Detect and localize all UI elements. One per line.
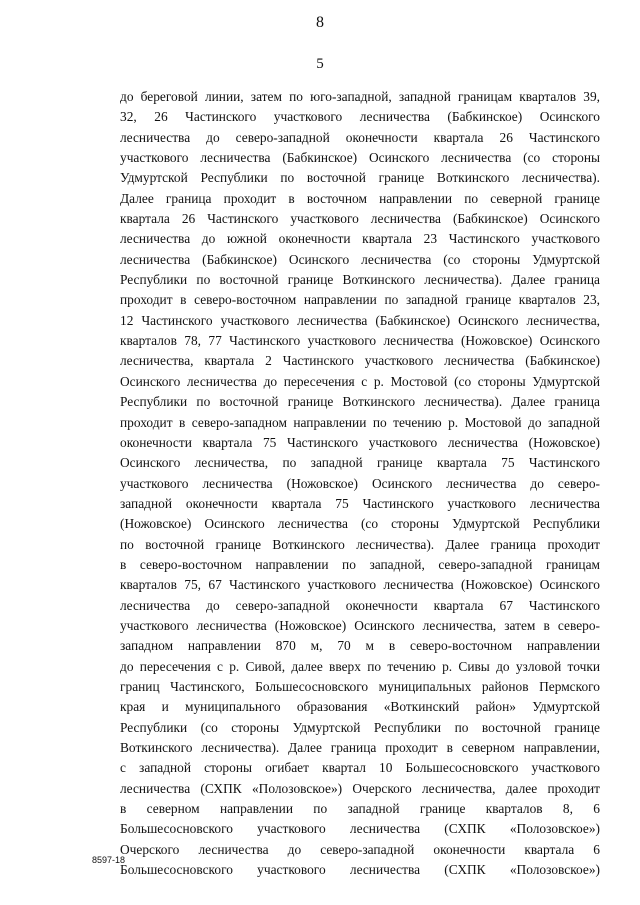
text-line: границ Частинского, Большесосновского муниципальных районов Пермского — [120, 678, 600, 694]
text-line: проходит в северо-восточном направлении по западной границе кварталов 23, — [120, 292, 600, 308]
text-line: лесничества (Бабкинское) Осинского лесничества (со стороны Удмуртской — [120, 251, 600, 267]
text-line: Республики по восточной границе Воткинского лесничества). Далее граница — [120, 272, 600, 288]
text-line: Воткинского лесничества). Далее граница проходит в северном направлении, — [120, 740, 600, 755]
text-line: Очерского лесничества до северо-западной оконечности квартала 6 — [120, 841, 600, 857]
text-line: Большесосновского участкового лесничества (СХПК «Полозовское») — [120, 862, 600, 878]
document-code: 8597-18 — [92, 855, 126, 865]
text-line: оконечности квартала 75 Частинского участкового лесничества (Ножовское) — [120, 434, 600, 450]
text-line: проходит в северо-западном направлении по течению р. Мостовой до западной — [120, 414, 600, 430]
text-line: участкового лесничества (Бабкинское) Осинского лесничества (со стороны — [120, 150, 600, 166]
text-line: (Ножовское) Осинского лесничества (со стороны Удмуртской Республики — [120, 516, 600, 532]
text-line: с западной стороны огибает квартал 10 Большесосновского участкового — [120, 760, 600, 776]
text-line: кварталов 78, 77 Частинского участкового лесничества (Ножовское) Осинского — [120, 333, 600, 349]
body-text — [120, 87, 600, 880]
text-line: кварталов 75, 67 Частинского участкового лесничества (Ножовское) Осинского — [120, 577, 600, 593]
text-line: Осинского лесничества, по западной границе квартала 75 Частинского — [120, 455, 600, 471]
text-line: лесничества до северо-западной оконечности квартала 26 Частинского — [120, 129, 600, 145]
inner-page-number: 5 — [316, 56, 324, 72]
text-line: Республики (со стороны Удмуртской Республики по восточной границе — [120, 719, 600, 735]
text-line: края и муниципального образования «Воткинский район» Удмуртской — [120, 699, 600, 715]
text-line: участкового лесничества (Ножовское) Осинского лесничества до северо- — [120, 475, 600, 491]
text-line: 12 Частинского участкового лесничества (Бабкинское) Осинского лесничества, — [120, 312, 600, 328]
text-line: квартала 26 Частинского участкового лесничества (Бабкинское) Осинского — [120, 211, 600, 227]
text-line: 32, 26 Частинского участкового лесничества (Бабкинское) Осинского — [120, 109, 600, 125]
text-line: в северном направлении по западной границе кварталов 8, 6 — [120, 801, 600, 817]
text-line: Республики по восточной границе Воткинского лесничества). Далее граница — [120, 394, 600, 410]
text-line: лесничества (СХПК «Полозовское») Очерского лесничества, далее проходит — [120, 780, 600, 796]
text-line: в северо-восточном направлении по западной, северо-западной границам — [120, 556, 600, 572]
text-line: до береговой линии, затем по юго-западной, западной границам кварталов 39, — [120, 89, 600, 104]
text-line: участкового лесничества (Ножовское) Осинского лесничества, затем в северо- — [120, 617, 600, 633]
text-line: Осинского лесничества до пересечения с р. Мостовой (со стороны Удмуртской — [120, 373, 600, 389]
page-number: 8 — [316, 14, 324, 31]
text-line: Далее граница проходит в восточном направлении по северной границе — [120, 190, 600, 206]
text-line: западной оконечности квартала 75 Частинского участкового лесничества — [120, 495, 600, 511]
text-line: лесничества, квартала 2 Частинского участкового лесничества (Бабкинское) — [120, 353, 600, 369]
text-line: лесничества до северо-западной оконечности квартала 67 Частинского — [120, 597, 600, 613]
text-line: до пересечения с р. Сивой, далее вверх по течению р. Сивы до узловой точки — [120, 658, 600, 674]
text-line: лесничества до южной оконечности квартала 23 Частинского участкового — [120, 231, 600, 247]
text-line: по восточной границе Воткинского лесничества). Далее граница проходит — [120, 536, 600, 552]
text-line: Удмуртской Республики по восточной границе Воткинского лесничества). — [120, 170, 600, 186]
text-line: Большесосновского участкового лесничества (СХПК «Полозовское») — [120, 821, 600, 837]
text-line: западном направлении 870 м, 70 м в северо-восточном направлении — [120, 638, 600, 654]
